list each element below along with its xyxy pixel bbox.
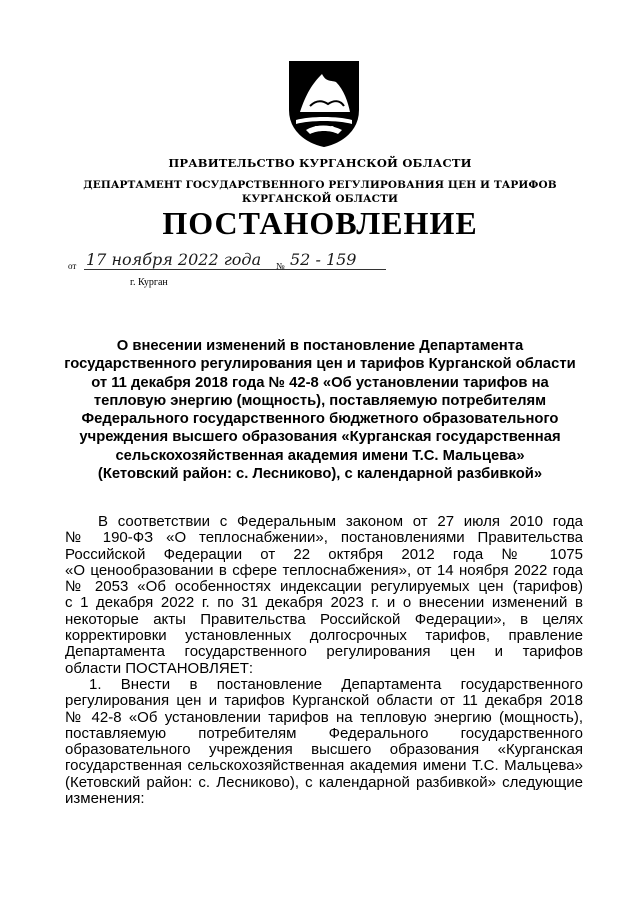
body-line: № 42-8 «Об установлении тарифов на тепловую энергию (мощность),: [65, 709, 583, 726]
document-date: 17 ноября 2022 года: [86, 250, 262, 269]
body-line: регулирования цен и тарифов Курганской области от 11 декабря 2018: [65, 693, 583, 710]
title-line: тепловую энергию (мощность), поставляемую потребителям: [93, 392, 547, 409]
body-line: с 1 декабря 2022 г. по 31 декабря 2023 г. и о внесении изменений в: [65, 595, 583, 612]
body-line: изменения:: [65, 790, 145, 808]
body-line: № 2053 «Об особенностях индексации регулируемых цен (тарифов): [65, 579, 583, 596]
body-line: Департамента государственного регулирования цен и тарифов: [65, 644, 583, 661]
body-line: государственная сельскохозяйственная академия имени Т.С. Мальцева»: [65, 758, 583, 775]
number-prefix: №: [276, 261, 285, 271]
document-number: 52 - 159: [290, 250, 357, 269]
body-line: № 190-ФЗ «О теплоснабжении», постановлениями Правительства: [65, 530, 583, 547]
title-line: сельскохозяйственная академия имени Т.С. Мальцева»: [115, 447, 525, 464]
title-line: учреждения высшего образования «Курганская государственная: [79, 429, 561, 446]
date-prefix: от: [68, 261, 77, 271]
body-line: некоторые акты Правительства Российской Федерации», в целях: [65, 611, 583, 628]
body-line: Российской Федерации от 22 октября 2012 года № 1075: [65, 546, 583, 563]
document-title: [60, 337, 580, 483]
body-line: поставляемую потребителям Федерального государственного: [65, 725, 583, 742]
kurgan-oblast-coat-of-arms-icon: [286, 60, 362, 148]
title-line: (Кетовский район: с. Лесниково), с календарной разбивкой»: [97, 466, 543, 483]
department-name-line2: КУРГАНСКОЙ ОБЛАСТИ: [241, 193, 399, 205]
document-city: г. Курган: [130, 277, 168, 288]
department-name-line1: ДЕПАРТАМЕНТ ГОСУДАРСТВЕННОГО РЕГУЛИРОВАНИЯ ЦЕН И ТАРИФОВ: [83, 179, 557, 191]
body-line: (Кетовский район: с. Лесниково), с календарной разбивкой» следующие: [65, 774, 583, 791]
document-body: [65, 514, 583, 807]
body-line: образовательного учреждения высшего образования «Курганская: [65, 742, 583, 759]
title-line: государственного регулирования цен и тарифов Курганской области: [64, 356, 576, 373]
title-line: О внесении изменений в постановление Департамента: [116, 338, 524, 354]
government-name: ПРАВИТЕЛЬСТВО КУРГАНСКОЙ ОБЛАСТИ: [168, 156, 472, 170]
body-line: области ПОСТАНОВЛЯЕТ:: [65, 659, 254, 677]
document-meta: [64, 250, 384, 280]
title-line: от 11 декабря 2018 года № 42-8 «Об установлении тарифов на: [91, 374, 549, 391]
body-line: 1. Внести в постановление Департамента государственного: [89, 676, 583, 693]
body-line: «О ценообразовании в сфере теплоснабжения», от 14 ноября 2022 года: [65, 562, 583, 579]
document-type-heading: ПОСТАНОВЛЕНИЕ: [162, 205, 478, 241]
title-line: Федерального государственного бюджетного образовательного: [81, 411, 559, 428]
body-line: корректировки установленных долгосрочных тарифов, правление: [65, 628, 583, 645]
body-line: В соответствии с Федеральным законом от 27 июля 2010 года: [98, 514, 583, 530]
meta-underline: [84, 269, 386, 270]
